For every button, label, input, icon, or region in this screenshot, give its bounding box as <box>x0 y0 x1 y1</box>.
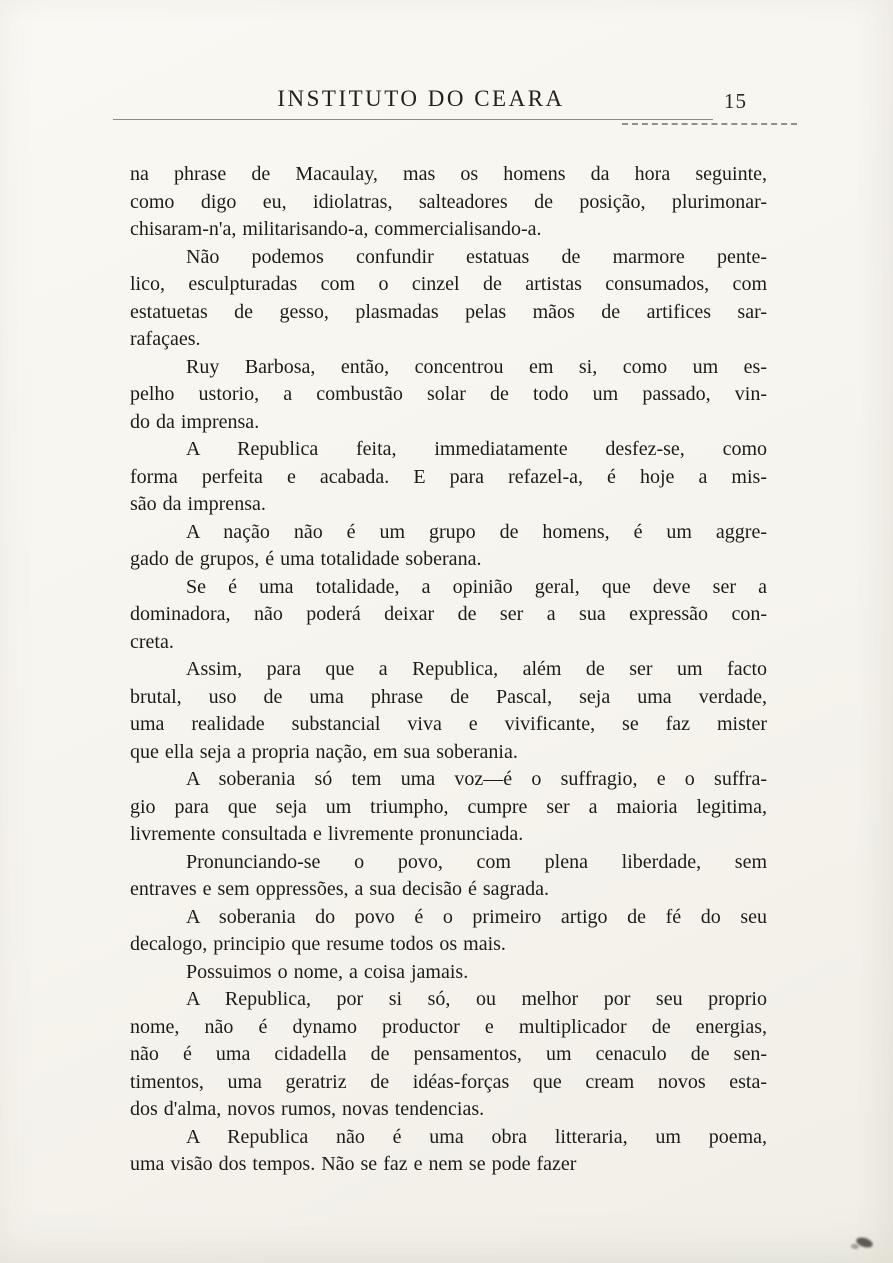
text-line: uma realidade substancial viva e vivificante, se faz mister <box>130 713 767 735</box>
paragraph <box>130 161 767 244</box>
paragraph <box>130 354 767 437</box>
running-head-title: INSTITUTO DO CEARA <box>277 86 565 111</box>
text-line: A Republica, por si só, ou melhor por seu proprio <box>186 988 767 1010</box>
text-line: entraves e sem oppressões, a sua decisão é sagrada. <box>130 878 549 900</box>
text-line: A soberania só tem uma voz—é o suffragio, e o suffra- <box>186 768 767 790</box>
text-line: Se é uma totalidade, a opinião geral, que deve ser a <box>186 575 767 598</box>
text-line: como digo eu, idiolatras, salteadores de posição, plurimonar- <box>130 190 767 213</box>
paragraph <box>130 656 767 766</box>
paragraph <box>130 244 767 354</box>
text-line: uma visão dos tempos. Não se faz e nem se pode fazer <box>130 1153 577 1175</box>
header-rule-dashes <box>622 123 797 125</box>
paragraph <box>130 849 767 904</box>
paragraph <box>130 519 767 574</box>
text-line: A Republica feita, immediatamente desfez-se, como <box>186 438 767 460</box>
text-line: do da imprensa. <box>130 410 260 433</box>
text-line: na phrase de Macaulay, mas os homens da hora seguinte, <box>130 163 767 185</box>
header-rule <box>113 119 713 120</box>
text-line: pelho ustorio, a combustão solar de todo um passado, vin- <box>130 383 767 405</box>
paragraph <box>130 574 767 657</box>
text-line: dos d'alma, novos rumos, novas tendencias. <box>130 1098 485 1120</box>
paragraph <box>130 1124 767 1179</box>
text-line: não é uma cidadella de pensamentos, um cenaculo de sen- <box>130 1043 767 1065</box>
text-line: Ruy Barbosa, então, concentrou em si, como um es- <box>186 355 767 378</box>
text-line: Pronunciando-se o povo, com plena liberdade, sem <box>186 850 767 873</box>
text-line: gado de grupos, é uma totalidade soberana. <box>130 548 482 570</box>
paragraph <box>130 766 767 849</box>
text-line: lico, esculpturadas com o cinzel de artistas consumados, com <box>130 273 767 295</box>
text-line: creta. <box>130 630 174 653</box>
paragraph <box>130 959 767 987</box>
page-body <box>130 161 767 1179</box>
text-line: Não podemos confundir estatuas de marmore pente- <box>186 245 767 268</box>
paragraph <box>130 436 767 519</box>
text-line: gio para que seja um triumpho, cumpre ser a maioria legitima, <box>130 795 767 818</box>
text-line: livremente consultada e livremente pronunciada. <box>130 823 524 845</box>
scan-smudge <box>851 1243 860 1249</box>
text-line: A soberania do povo é o primeiro artigo de fé do seu <box>186 905 767 928</box>
text-line: nome, não é dynamo productor e multiplicador de energias, <box>130 1015 767 1038</box>
text-line: dominadora, não poderá deixar de ser a sua expressão con- <box>130 603 767 625</box>
text-line: forma perfeita e acabada. E para refazel-a, é hoje a mis- <box>130 465 767 488</box>
text-line: que ella seja a propria nação, em sua soberania. <box>130 740 518 763</box>
text-line: estatuetas de gesso, plasmadas pelas mãos de artifices sar- <box>130 300 767 323</box>
text-line: timentos, uma geratriz de idéas-forças que cream novos esta- <box>130 1070 767 1093</box>
text-line: Possuimos o nome, a coisa jamais. <box>186 960 469 983</box>
text-line: A nação não é um grupo de homens, é um aggre- <box>186 520 767 543</box>
text-line: A Republica não é uma obra litteraria, um poema, <box>186 1125 767 1148</box>
page-number: 15 <box>724 89 747 113</box>
text-line: rafaçaes. <box>130 328 201 350</box>
text-line: decalogo, principio que resume todos os mais. <box>130 933 506 955</box>
text-line: Assim, para que a Republica, além de ser um facto <box>186 658 767 680</box>
paragraph <box>130 986 767 1124</box>
text-line: brutal, uso de uma phrase de Pascal, seja uma verdade, <box>130 685 767 708</box>
paragraph <box>130 904 767 959</box>
text-line: chisaram-n'a, militarisando-a, commercialisando-a. <box>130 218 542 240</box>
page-header <box>113 86 789 126</box>
text-line: são da imprensa. <box>130 493 266 515</box>
